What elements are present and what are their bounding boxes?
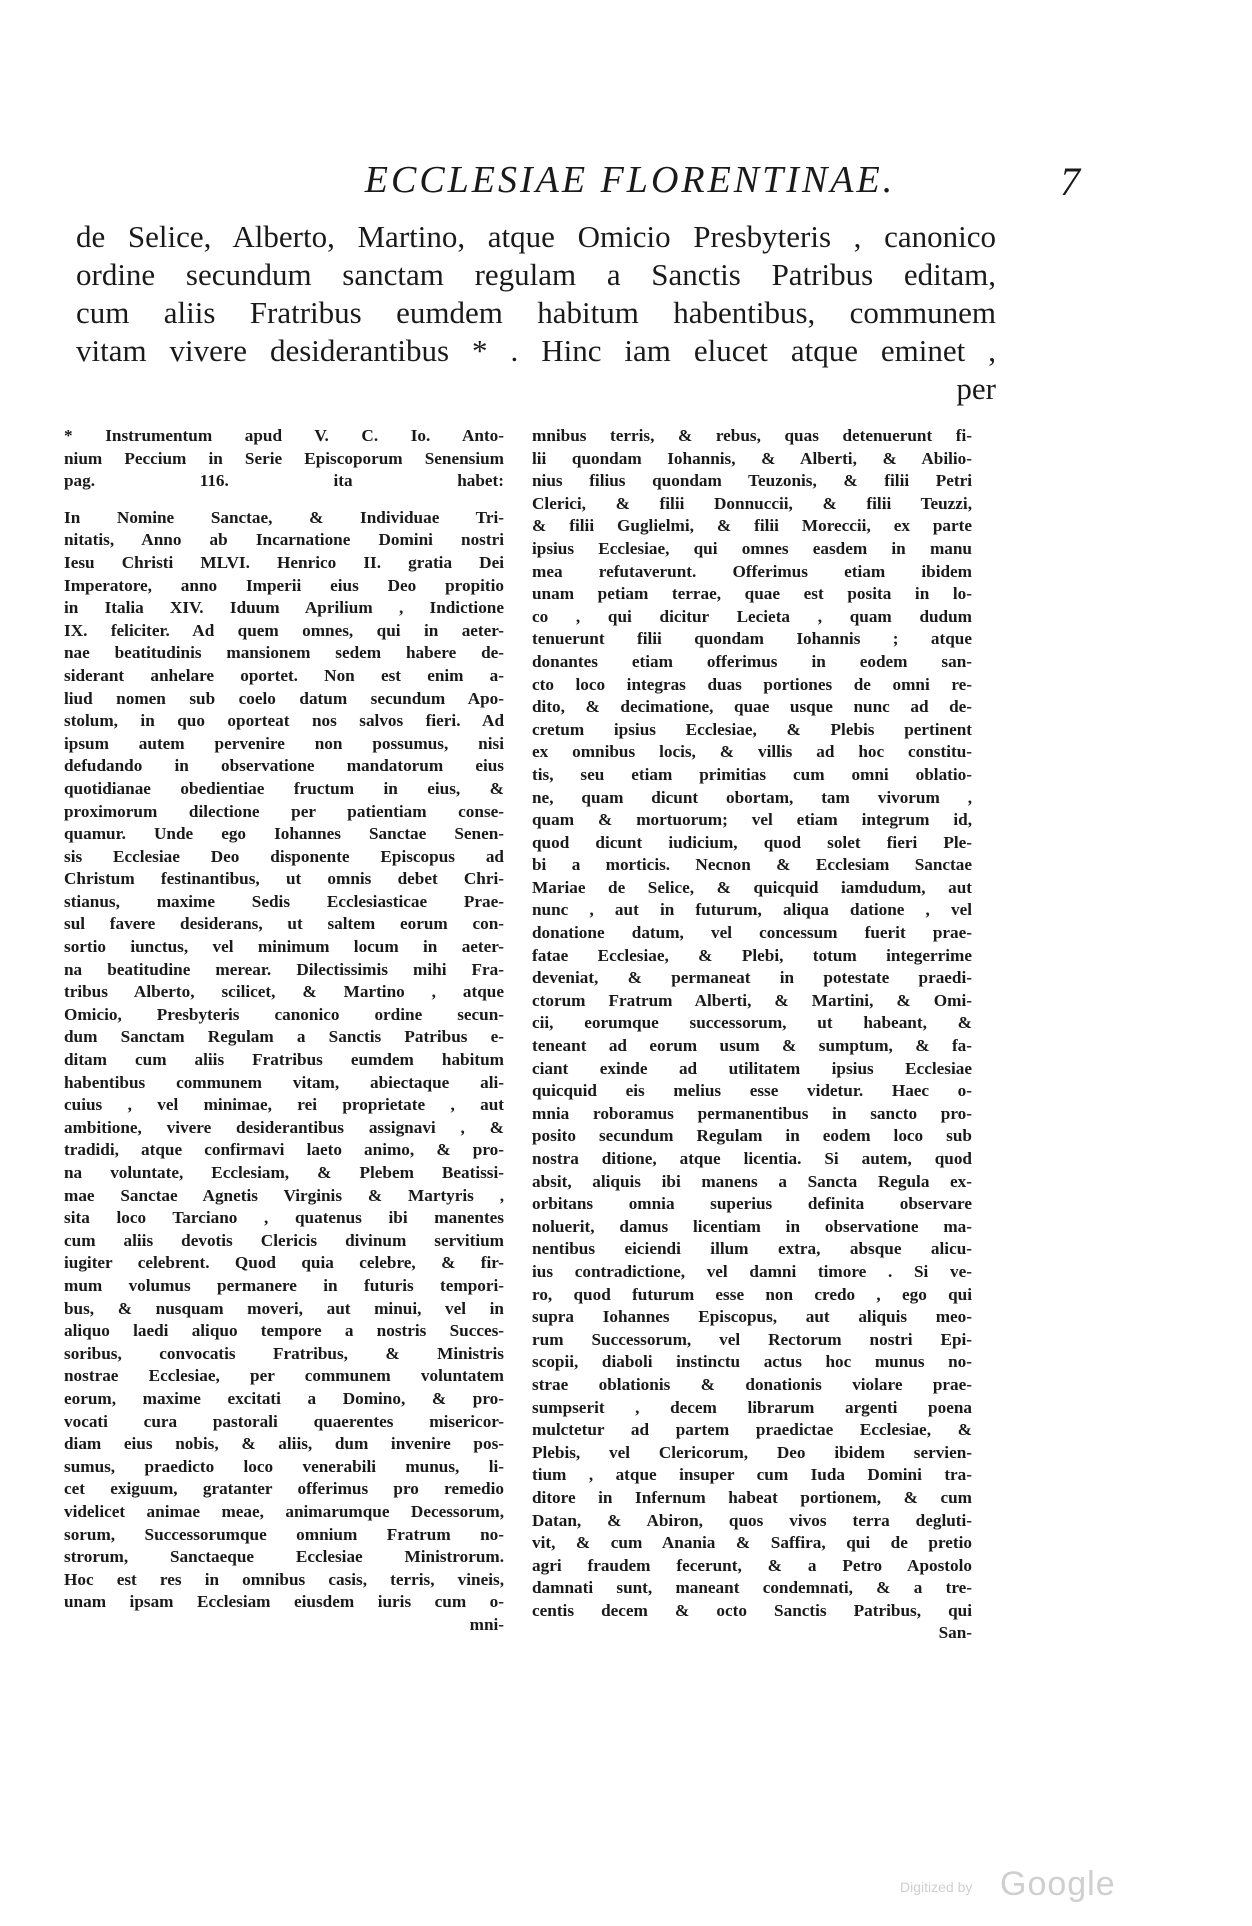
- footnote-line: tribus Alberto, scilicet, & Martino , atque: [64, 982, 504, 1002]
- footnote-line: aliquo laedi aliquo tempore a nostris Succes-: [64, 1321, 504, 1341]
- footnote-line: videlicet animae meae, animarumque Decessorum,: [64, 1501, 504, 1521]
- footnote-line: ditore in Infernum habeat portionem, & cum: [532, 1487, 972, 1507]
- footnote-line: mae Sanctae Agnetis Virginis & Martyris ,: [64, 1185, 504, 1205]
- footnote-line: nostra ditione, atque licentia. Si autem, quod: [532, 1149, 972, 1168]
- footnote-line: unam ipsam Ecclesiam eiusdem iuris cum o-: [64, 1592, 504, 1612]
- running-head: [180, 158, 1080, 208]
- footnote-line: tium , atque insuper cum Iuda Domini tra-: [532, 1465, 972, 1485]
- footnote-line: cto loco integras duas portiones de omni re-: [532, 674, 972, 694]
- footnote-line: & filii Guglielmi, & filii Moreccii, ex parte: [532, 516, 972, 536]
- watermark-logo-text: Google: [1000, 1865, 1116, 1903]
- footnote-line: stolum, in quo oporteat nos salvos fieri. Ad: [64, 711, 504, 731]
- footnote-line: orbitans omnia superius definita observare: [532, 1194, 972, 1214]
- footnote-line: tenuerunt filii quondam Iohannis ; atque: [532, 629, 972, 649]
- footnote-line: IX. feliciter. Ad quem omnes, qui in aeter-: [64, 620, 504, 640]
- footnote-line: soribus, convocatis Fratribus, & Ministris: [64, 1343, 504, 1363]
- footnote-line: nostrae Ecclesiae, per communem voluntatem: [64, 1366, 504, 1386]
- footnote-line: centis decem & octo Sanctis Patribus, qui: [532, 1600, 972, 1620]
- footnote-line: Mariae de Selice, & quicquid iamdudum, aut: [532, 877, 972, 897]
- footnote-line: ne, quam dicunt obortam, tam vivorum ,: [532, 787, 972, 807]
- running-title: ECCLESIAE FLORENTINAE.: [364, 159, 896, 201]
- footnote-left-column: [64, 425, 504, 1636]
- page-number: 7: [1060, 159, 1080, 204]
- footnote-line: mum volumus permanere in futuris tempori-: [64, 1275, 504, 1295]
- footnote-line: nitatis, Anno ab Incarnatione Domini nostri: [64, 530, 504, 550]
- main-line: vitam vivere desiderantibus * . Hinc iam elucet atque eminet ,: [76, 333, 996, 368]
- footnote-line: Hoc est res in omnibus casis, terris, vineis,: [64, 1569, 504, 1589]
- footnote-line: ciant exinde ad utilitatem ipsius Ecclesiae: [532, 1058, 972, 1078]
- footnote-right-column: [532, 425, 972, 1645]
- footnote-line: tradidi, atque confirmavi laeto animo, & pro-: [64, 1140, 504, 1160]
- footnote-line: sumpserit , decem librarum argenti poena: [532, 1397, 972, 1417]
- footnote-line: quam & mortuorum; vel etiam integrum id,: [532, 810, 972, 830]
- footnote-line: posito secundum Regulam in eodem loco sub: [532, 1126, 972, 1146]
- footnote-line: ipsius Ecclesiae, qui omnes easdem in manu: [532, 538, 972, 558]
- footnote-line: sis Ecclesiae Deo disponente Episcopus ad: [64, 846, 504, 866]
- footnote-line: nius filius quondam Teuzonis, & filii Petri: [532, 471, 972, 491]
- main-line: ordine secundum sanctam regulam a Sanctis Patribus editam,: [76, 257, 996, 292]
- footnote-line: rum Successorum, vel Rectorum nostri Epi-: [532, 1329, 972, 1349]
- footnote-line: Clerici, & filii Donnuccii, & filii Teuzzi,: [532, 493, 972, 513]
- digitization-watermark: [900, 1865, 1160, 1905]
- footnote-line: Christum festinantibus, ut omnis debet Chri-: [64, 869, 504, 889]
- footnote-line: lii quondam Iohannis, & Alberti, & Abilio-: [532, 448, 972, 468]
- footnote-line: cuius , vel minimae, rei proprietate , aut: [64, 1095, 504, 1115]
- footnote-line: cretum ipsius Ecclesiae, & Plebis pertinent: [532, 719, 972, 739]
- footnote-line: ius contradictione, vel damni timore . Si ve-: [532, 1261, 972, 1281]
- footnote-line: cii, eorumque successorum, ut habeant, &: [532, 1013, 972, 1033]
- footnote-line: Datan, & Abiron, quos vivos terra degluti-: [532, 1510, 972, 1530]
- footnote-line: nentibus eiciendi illum extra, absque alicu-: [532, 1239, 972, 1259]
- footnote-spacer: [64, 493, 504, 507]
- footnote-line: sorum, Successorumque omnium Fratrum no-: [64, 1524, 504, 1544]
- footnote-line: nunc , aut in futurum, aliqua datione , vel: [532, 900, 972, 920]
- footnote-line: stianus, maxime Sedis Ecclesiasticae Prae-: [64, 891, 504, 911]
- footnote-line: Plebis, vel Clericorum, Deo ibidem servien-: [532, 1442, 972, 1462]
- footnote-line: eorum, maxime excitati a Domino, & pro-: [64, 1388, 504, 1408]
- footnote-line: fatae Ecclesiae, & Plebi, totum integerrime: [532, 945, 972, 965]
- footnote-line: Iesu Christi MLVI. Henrico II. gratia Dei: [64, 552, 504, 572]
- footnote-line: absit, aliquis ibi manens a Sancta Regula ex-: [532, 1171, 972, 1191]
- main-line: de Selice, Alberto, Martino, atque Omicio Presbyteris , canonico: [76, 219, 996, 254]
- footnote-line: teneant ad eorum usum & sumptum, & fa-: [532, 1036, 972, 1056]
- footnote-line: donantes etiam offerimus in eodem san-: [532, 651, 972, 671]
- footnote-line: co , qui dicitur Lecieta , quam dudum: [532, 606, 972, 626]
- footnote-line: scopii, diaboli instinctu actus hoc munus no-: [532, 1352, 972, 1372]
- footnote-catchword: San-: [938, 1623, 972, 1643]
- footnote-line: supra Iohannes Episcopus, aut aliquis meo-: [532, 1307, 972, 1327]
- footnote-line: sumus, praedicto loco venerabili munus, li-: [64, 1456, 504, 1476]
- footnote-line: noluerit, damus licentiam in observatione ma-: [532, 1216, 972, 1236]
- footnote-line: ctorum Fratrum Alberti, & Martini, & Omi-: [532, 990, 972, 1010]
- footnote-line: defudando in observatione mandatorum eius: [64, 756, 504, 776]
- footnote-line: strorum, Sanctaeque Ecclesiae Ministrorum.: [64, 1547, 504, 1567]
- footnote-line: dito, & decimatione, quae usque nunc ad de-: [532, 697, 972, 717]
- footnote-line: iugiter celebrent. Quod quia celebre, & fir-: [64, 1253, 504, 1273]
- footnote-line: ditam cum aliis Fratribus eumdem habitum: [64, 1050, 504, 1070]
- footnote-line: siderant anhelare oportet. Non est enim a-: [64, 665, 504, 685]
- footnote-line: mea refutaverunt. Offerimus etiam ibidem: [532, 561, 972, 581]
- footnote-line: tis, seu etiam primitias cum omni oblatio-: [532, 764, 972, 784]
- footnote-line: proximorum dilectione per patientiam conse-: [64, 801, 504, 821]
- footnote-line: bi a morticis. Necnon & Ecclesiam Sanctae: [532, 855, 972, 875]
- footnote-line: ex omnibus locis, & villis ad hoc constitu-: [532, 742, 972, 762]
- footnote-line: bus, & nusquam moveri, aut minui, vel in: [64, 1298, 504, 1318]
- footnote-line: Omicio, Presbyteris canonico ordine secun-: [64, 1004, 504, 1024]
- footnote-line: quotidianae obedientiae fructum in eius, &: [64, 778, 504, 798]
- watermark-small-text: Digitized by: [900, 1879, 973, 1895]
- main-text: [76, 218, 996, 408]
- footnote-line: agri fraudem fecerunt, & a Petro Apostolo: [532, 1555, 972, 1575]
- footnote-line: ambitione, vivere desiderantibus assignavi , &: [64, 1117, 504, 1137]
- footnote-line: na voluntate, Ecclesiam, & Plebem Beatissi-: [64, 1163, 504, 1182]
- footnote-line: pag. 116. ita habet:: [64, 471, 504, 491]
- footnote-line: diam eius nobis, & aliis, dum invenire pos-: [64, 1434, 504, 1454]
- catchword: per: [956, 371, 996, 406]
- footnote-line: mnibus terris, & rebus, quas detenuerunt fi-: [532, 426, 972, 445]
- footnote-line: Imperatore, anno Imperii eius Deo propitio: [64, 575, 504, 595]
- footnote-line: ro, quod futurum esse non credo , ego qui: [532, 1284, 972, 1304]
- footnote-line: dum Sanctam Regulam a Sanctis Patribus e-: [64, 1027, 504, 1047]
- footnote-line: sul favere desiderans, ut saltem eorum con-: [64, 914, 504, 934]
- footnote-line: cum aliis devotis Clericis divinum servitium: [64, 1230, 504, 1250]
- footnote-line: nae beatitudinis mansionem sedem habere de-: [64, 643, 504, 663]
- footnote-line: vocati cura pastorali quaerentes misericor-: [64, 1411, 504, 1431]
- footnote-line: unam petiam terrae, quae est posita in lo-: [532, 584, 972, 604]
- footnote-line: damnati sunt, maneant condemnati, & a tre-: [532, 1578, 972, 1598]
- footnote-line: nium Peccium in Serie Episcoporum Senensium: [64, 448, 504, 468]
- footnote-line: vit, & cum Anania & Saffira, qui de pretio: [532, 1533, 972, 1553]
- footnote-line: strae oblationis & donationis violare prae-: [532, 1374, 972, 1394]
- footnote-line: in Italia XIV. Iduum Aprilium , Indictione: [64, 598, 504, 618]
- footnote-line: liud nomen sub coelo datum secundum Apo-: [64, 688, 504, 708]
- footnote-line: quod dicunt iudicium, quod solet fieri Ple-: [532, 832, 972, 852]
- footnote-catchword: mni-: [469, 1614, 504, 1634]
- footnote-line: sita loco Tarciano , quatenus ibi manentes: [64, 1208, 504, 1228]
- footnote-line: quicquid eis melius esse videtur. Haec o-: [532, 1081, 972, 1101]
- footnote-line: deveniat, & permaneat in potestate praedi-: [532, 968, 972, 988]
- footnote-line: ipsum autem pervenire non possumus, nisi: [64, 733, 504, 753]
- footnote-line: mnia roboramus permanentibus in sancto pro-: [532, 1103, 972, 1123]
- footnote-line: sortio iunctus, vel minimum locum in aeter-: [64, 937, 504, 957]
- footnote-line: cet exiguum, gratanter offerimus pro remedio: [64, 1479, 504, 1499]
- footnote-line: mulctetur ad partem praedictae Ecclesiae, &: [532, 1420, 972, 1440]
- footnote-line: In Nomine Sanctae, & Individuae Tri-: [64, 507, 504, 527]
- footnote-line: na beatitudine merear. Dilectissimis mihi Fra-: [64, 959, 504, 979]
- footnote-line: * Instrumentum apud V. C. Io. Anto-: [64, 426, 504, 445]
- main-line: cum aliis Fratribus eumdem habitum habentibus, communem: [76, 295, 996, 330]
- footnote-line: quamur. Unde ego Iohannes Sanctae Senen-: [64, 824, 504, 844]
- footnote-line: donatione datum, vel concessum fuerit prae-: [532, 923, 972, 943]
- footnote-line: habentibus communem vitam, abiectaque ali-: [64, 1072, 504, 1092]
